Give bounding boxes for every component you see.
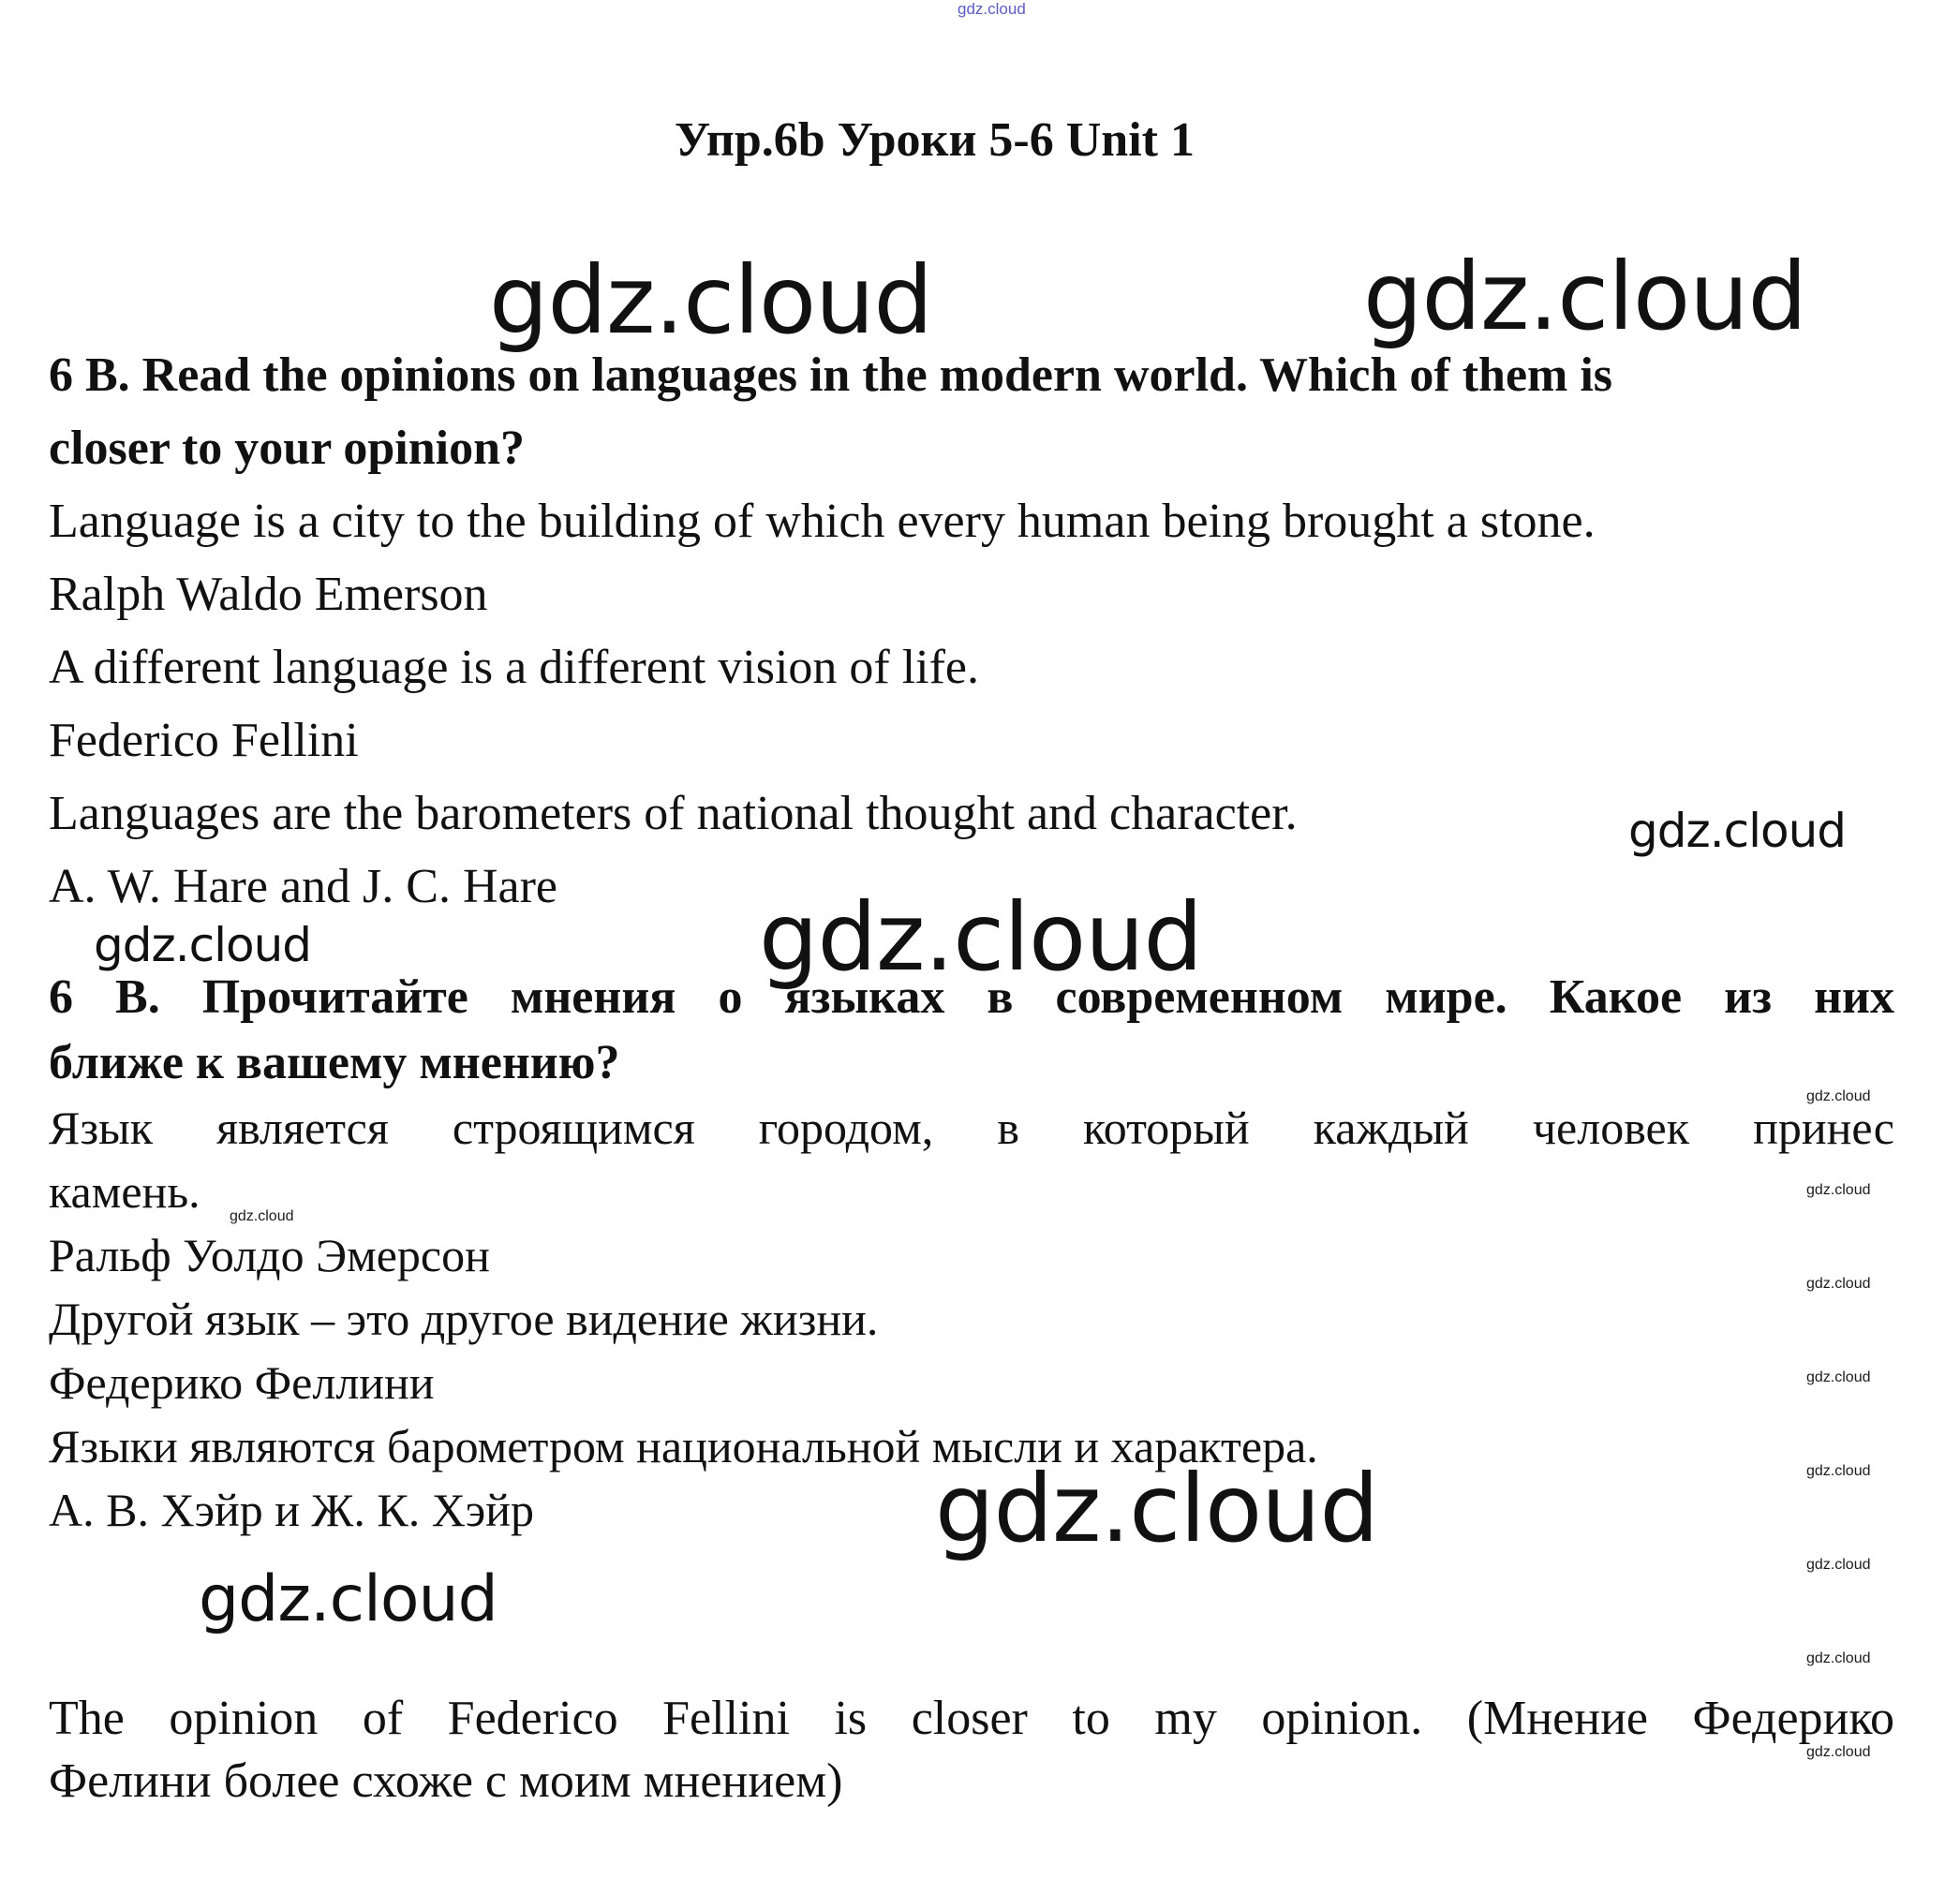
quote-author: Federico Fellini: [49, 714, 359, 767]
watermark-medium: gdz.cloud: [199, 1562, 497, 1636]
task-title-russian-line2: ближе к вашему мнению?: [49, 1036, 620, 1089]
quote-text: A different language is a different vision of life.: [49, 641, 980, 694]
watermark-small: gdz.cloud: [1806, 1463, 1871, 1479]
watermark-small: gdz.cloud: [1806, 1088, 1871, 1104]
quote-author: Федерико Феллини: [49, 1356, 435, 1409]
watermark-top: gdz.cloud: [958, 0, 1026, 18]
quote-text: камень.: [49, 1165, 200, 1218]
task-title-russian-line1: 6 B. Прочитайте мнения о языках в современном мире. Какое из них: [49, 970, 1894, 1024]
quote-author: Ralph Waldo Emerson: [49, 568, 488, 621]
watermark-small: gdz.cloud: [1806, 1650, 1871, 1666]
watermark-small: gdz.cloud: [230, 1208, 294, 1224]
watermark-large: gdz.cloud: [759, 882, 1203, 992]
watermark-large: gdz.cloud: [935, 1454, 1379, 1563]
answer-line: Фелини более схоже с моим мнением): [49, 1754, 843, 1808]
watermark-large: gdz.cloud: [489, 245, 933, 355]
watermark-small: gdz.cloud: [1806, 1369, 1871, 1385]
quote-text: Языки являются барометром национальной мысли и характера.: [49, 1420, 1318, 1472]
task-line: 6 B. Read the opinions on languages in the modern world. Which of them is: [49, 348, 1613, 402]
quote-author: Ральф Уолдо Эмерсон: [49, 1229, 490, 1281]
quote-text: Язык является строящимся городом, в который каждый человек принес: [49, 1102, 1894, 1154]
quote-text: Language is a city to the building of which every human being brought a stone.: [49, 495, 1596, 548]
watermark-medium: gdz.cloud: [1628, 804, 1847, 858]
watermark-small: gdz.cloud: [1806, 1276, 1871, 1292]
english-section: [49, 339, 1894, 924]
answer-section: [49, 1686, 1894, 1812]
page-title: Упр.6b Уроки 5-6 Unit 1: [675, 113, 1195, 167]
quote-author: A. W. Hare and J. C. Hare: [49, 860, 557, 913]
quote-text: Languages are the barometers of national thought and character.: [49, 787, 1298, 840]
watermark-small: gdz.cloud: [1806, 1557, 1871, 1573]
task-title-english: [49, 339, 1894, 485]
answer-line: The opinion of Federico Fellini is closer to my opinion. (Мнение Федерико: [49, 1692, 1894, 1745]
watermark-medium: gdz.cloud: [94, 918, 312, 972]
watermark-large: gdz.cloud: [1363, 242, 1807, 351]
watermark-small: gdz.cloud: [1806, 1744, 1871, 1760]
watermark-small: gdz.cloud: [1806, 1182, 1871, 1198]
quote-text: Другой язык – это другое видение жизни.: [49, 1293, 879, 1345]
task-line: closer to your opinion?: [49, 422, 526, 475]
quote-author: А. В. Хэйр и Ж. К. Хэйр: [49, 1484, 535, 1536]
